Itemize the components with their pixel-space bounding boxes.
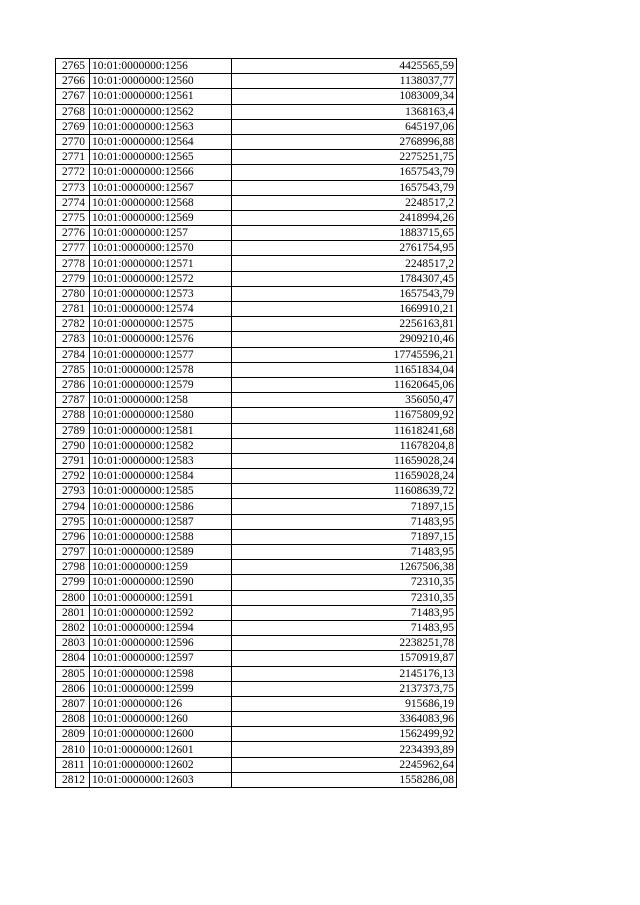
value-cell: 1669910,21 bbox=[232, 302, 457, 317]
row-number-cell: 2791 bbox=[56, 453, 90, 468]
row-number-cell: 2773 bbox=[56, 180, 90, 195]
cadastral-number-cell: 10:01:0000000:12588 bbox=[90, 529, 232, 544]
table-row bbox=[56, 210, 457, 225]
cadastral-number-cell: 10:01:0000000:12574 bbox=[90, 302, 232, 317]
row-number-cell: 2772 bbox=[56, 165, 90, 180]
cadastral-number-cell: 10:01:0000000:12572 bbox=[90, 271, 232, 286]
value-cell: 11608639,72 bbox=[232, 484, 457, 499]
cadastral-number-cell: 10:01:0000000:12570 bbox=[90, 241, 232, 256]
value-cell: 2248517,2 bbox=[232, 195, 457, 210]
cadastral-number-cell: 10:01:0000000:12578 bbox=[90, 362, 232, 377]
row-number-cell: 2770 bbox=[56, 134, 90, 149]
table-row bbox=[56, 484, 457, 499]
value-cell: 17745596,21 bbox=[232, 347, 457, 362]
table-row bbox=[56, 620, 457, 635]
cadastral-number-cell: 10:01:0000000:12565 bbox=[90, 150, 232, 165]
cadastral-number-cell: 10:01:0000000:12589 bbox=[90, 545, 232, 560]
row-number-cell: 2788 bbox=[56, 408, 90, 423]
cadastral-number-cell: 10:01:0000000:12562 bbox=[90, 104, 232, 119]
row-number-cell: 2775 bbox=[56, 210, 90, 225]
cadastral-number-cell: 10:01:0000000:12577 bbox=[90, 347, 232, 362]
cadastral-number-cell: 10:01:0000000:12567 bbox=[90, 180, 232, 195]
value-cell: 11620645,06 bbox=[232, 377, 457, 392]
table-row bbox=[56, 666, 457, 681]
value-cell: 1267506,38 bbox=[232, 560, 457, 575]
table-row bbox=[56, 438, 457, 453]
cadastral-number-cell: 10:01:0000000:12596 bbox=[90, 636, 232, 651]
value-cell: 2418994,26 bbox=[232, 210, 457, 225]
cadastral-number-cell: 10:01:0000000:1260 bbox=[90, 712, 232, 727]
table-row bbox=[56, 347, 457, 362]
cadastral-number-cell: 10:01:0000000:12560 bbox=[90, 74, 232, 89]
table-row bbox=[56, 362, 457, 377]
row-number-cell: 2792 bbox=[56, 469, 90, 484]
table-row bbox=[56, 727, 457, 742]
row-number-cell: 2797 bbox=[56, 545, 90, 560]
cadastral-number-cell: 10:01:0000000:12571 bbox=[90, 256, 232, 271]
table-row bbox=[56, 712, 457, 727]
value-cell: 72310,35 bbox=[232, 575, 457, 590]
value-cell: 11659028,24 bbox=[232, 453, 457, 468]
row-number-cell: 2802 bbox=[56, 620, 90, 635]
value-cell: 2248517,2 bbox=[232, 256, 457, 271]
table-row bbox=[56, 499, 457, 514]
cadastral-number-cell: 10:01:0000000:12585 bbox=[90, 484, 232, 499]
value-cell: 71897,15 bbox=[232, 499, 457, 514]
row-number-cell: 2769 bbox=[56, 119, 90, 134]
table-row bbox=[56, 119, 457, 134]
row-number-cell: 2780 bbox=[56, 286, 90, 301]
value-cell: 356050,47 bbox=[232, 393, 457, 408]
table-row bbox=[56, 195, 457, 210]
value-cell: 72310,35 bbox=[232, 590, 457, 605]
row-number-cell: 2790 bbox=[56, 438, 90, 453]
value-cell: 1368163,4 bbox=[232, 104, 457, 119]
row-number-cell: 2783 bbox=[56, 332, 90, 347]
cadastral-number-cell: 10:01:0000000:12603 bbox=[90, 772, 232, 787]
table-row bbox=[56, 651, 457, 666]
table-row bbox=[56, 286, 457, 301]
table-row bbox=[56, 89, 457, 104]
cadastral-number-cell: 10:01:0000000:12591 bbox=[90, 590, 232, 605]
row-number-cell: 2765 bbox=[56, 59, 90, 74]
value-cell: 1558286,08 bbox=[232, 772, 457, 787]
table-row bbox=[56, 241, 457, 256]
table-row bbox=[56, 514, 457, 529]
row-number-cell: 2782 bbox=[56, 317, 90, 332]
row-number-cell: 2793 bbox=[56, 484, 90, 499]
table-row bbox=[56, 560, 457, 575]
row-number-cell: 2789 bbox=[56, 423, 90, 438]
cadastral-number-cell: 10:01:0000000:12586 bbox=[90, 499, 232, 514]
cadastral-number-cell: 10:01:0000000:12563 bbox=[90, 119, 232, 134]
value-cell: 1562499,92 bbox=[232, 727, 457, 742]
table-row bbox=[56, 59, 457, 74]
value-cell: 2768996,88 bbox=[232, 134, 457, 149]
table-row bbox=[56, 742, 457, 757]
row-number-cell: 2787 bbox=[56, 393, 90, 408]
cadastral-number-cell: 10:01:0000000:12564 bbox=[90, 134, 232, 149]
value-cell: 11651834,04 bbox=[232, 362, 457, 377]
value-cell: 11659028,24 bbox=[232, 469, 457, 484]
row-number-cell: 2796 bbox=[56, 529, 90, 544]
cadastral-number-cell: 10:01:0000000:12602 bbox=[90, 757, 232, 772]
table-row bbox=[56, 377, 457, 392]
row-number-cell: 2807 bbox=[56, 696, 90, 711]
table-row bbox=[56, 134, 457, 149]
value-cell: 645197,06 bbox=[232, 119, 457, 134]
row-number-cell: 2774 bbox=[56, 195, 90, 210]
data-table bbox=[55, 58, 457, 788]
value-cell: 2275251,75 bbox=[232, 150, 457, 165]
cadastral-number-cell: 10:01:0000000:12583 bbox=[90, 453, 232, 468]
value-cell: 4425565,59 bbox=[232, 59, 457, 74]
table-row bbox=[56, 332, 457, 347]
row-number-cell: 2809 bbox=[56, 727, 90, 742]
value-cell: 1784307,45 bbox=[232, 271, 457, 286]
table-row bbox=[56, 302, 457, 317]
row-number-cell: 2785 bbox=[56, 362, 90, 377]
value-cell: 1570919,87 bbox=[232, 651, 457, 666]
cadastral-number-cell: 10:01:0000000:12579 bbox=[90, 377, 232, 392]
cadastral-number-cell: 10:01:0000000:12575 bbox=[90, 317, 232, 332]
row-number-cell: 2805 bbox=[56, 666, 90, 681]
table-row bbox=[56, 469, 457, 484]
table-row bbox=[56, 408, 457, 423]
cadastral-number-cell: 10:01:0000000:12566 bbox=[90, 165, 232, 180]
table-row bbox=[56, 423, 457, 438]
table-row bbox=[56, 590, 457, 605]
row-number-cell: 2801 bbox=[56, 605, 90, 620]
table-body bbox=[56, 59, 457, 788]
cadastral-number-cell: 10:01:0000000:1258 bbox=[90, 393, 232, 408]
value-cell: 71483,95 bbox=[232, 620, 457, 635]
row-number-cell: 2799 bbox=[56, 575, 90, 590]
table-row bbox=[56, 529, 457, 544]
value-cell: 1883715,65 bbox=[232, 226, 457, 241]
value-cell: 915686,19 bbox=[232, 696, 457, 711]
row-number-cell: 2795 bbox=[56, 514, 90, 529]
table-row bbox=[56, 226, 457, 241]
cadastral-number-cell: 10:01:0000000:1257 bbox=[90, 226, 232, 241]
row-number-cell: 2786 bbox=[56, 377, 90, 392]
value-cell: 1138037,77 bbox=[232, 74, 457, 89]
table-row bbox=[56, 696, 457, 711]
table-row bbox=[56, 393, 457, 408]
cadastral-number-cell: 10:01:0000000:12592 bbox=[90, 605, 232, 620]
table-row bbox=[56, 180, 457, 195]
cadastral-number-cell: 10:01:0000000:12582 bbox=[90, 438, 232, 453]
table-row bbox=[56, 605, 457, 620]
cadastral-number-cell: 10:01:0000000:12584 bbox=[90, 469, 232, 484]
table-row bbox=[56, 317, 457, 332]
cadastral-number-cell: 10:01:0000000:1256 bbox=[90, 59, 232, 74]
value-cell: 71483,95 bbox=[232, 514, 457, 529]
cadastral-number-cell: 10:01:0000000:12597 bbox=[90, 651, 232, 666]
table-row bbox=[56, 772, 457, 787]
row-number-cell: 2803 bbox=[56, 636, 90, 651]
table-row bbox=[56, 453, 457, 468]
cadastral-number-cell: 10:01:0000000:12581 bbox=[90, 423, 232, 438]
cadastral-number-cell: 10:01:0000000:12576 bbox=[90, 332, 232, 347]
row-number-cell: 2779 bbox=[56, 271, 90, 286]
value-cell: 3364083,96 bbox=[232, 712, 457, 727]
table-row bbox=[56, 636, 457, 651]
value-cell: 2238251,78 bbox=[232, 636, 457, 651]
row-number-cell: 2804 bbox=[56, 651, 90, 666]
value-cell: 71897,15 bbox=[232, 529, 457, 544]
row-number-cell: 2808 bbox=[56, 712, 90, 727]
cadastral-number-cell: 10:01:0000000:12598 bbox=[90, 666, 232, 681]
row-number-cell: 2767 bbox=[56, 89, 90, 104]
table-row bbox=[56, 74, 457, 89]
row-number-cell: 2784 bbox=[56, 347, 90, 362]
row-number-cell: 2811 bbox=[56, 757, 90, 772]
value-cell: 1657543,79 bbox=[232, 165, 457, 180]
cadastral-number-cell: 10:01:0000000:12599 bbox=[90, 681, 232, 696]
table-row bbox=[56, 271, 457, 286]
value-cell: 11618241,68 bbox=[232, 423, 457, 438]
row-number-cell: 2766 bbox=[56, 74, 90, 89]
table-row bbox=[56, 165, 457, 180]
row-number-cell: 2798 bbox=[56, 560, 90, 575]
cadastral-number-cell: 10:01:0000000:12600 bbox=[90, 727, 232, 742]
cadastral-number-cell: 10:01:0000000:12601 bbox=[90, 742, 232, 757]
table-row bbox=[56, 575, 457, 590]
table-row bbox=[56, 104, 457, 119]
row-number-cell: 2806 bbox=[56, 681, 90, 696]
row-number-cell: 2776 bbox=[56, 226, 90, 241]
row-number-cell: 2781 bbox=[56, 302, 90, 317]
value-cell: 1083009,34 bbox=[232, 89, 457, 104]
cadastral-number-cell: 10:01:0000000:126 bbox=[90, 696, 232, 711]
cadastral-number-cell: 10:01:0000000:12569 bbox=[90, 210, 232, 225]
table-row bbox=[56, 757, 457, 772]
row-number-cell: 2812 bbox=[56, 772, 90, 787]
table-row bbox=[56, 545, 457, 560]
cadastral-number-cell: 10:01:0000000:1259 bbox=[90, 560, 232, 575]
value-cell: 2761754,95 bbox=[232, 241, 457, 256]
value-cell: 2234393,89 bbox=[232, 742, 457, 757]
cadastral-number-cell: 10:01:0000000:12573 bbox=[90, 286, 232, 301]
row-number-cell: 2777 bbox=[56, 241, 90, 256]
value-cell: 2245962,64 bbox=[232, 757, 457, 772]
value-cell: 71483,95 bbox=[232, 605, 457, 620]
value-cell: 71483,95 bbox=[232, 545, 457, 560]
row-number-cell: 2771 bbox=[56, 150, 90, 165]
row-number-cell: 2778 bbox=[56, 256, 90, 271]
row-number-cell: 2800 bbox=[56, 590, 90, 605]
value-cell: 2256163,81 bbox=[232, 317, 457, 332]
table-row bbox=[56, 256, 457, 271]
value-cell: 11675809,92 bbox=[232, 408, 457, 423]
cadastral-number-cell: 10:01:0000000:12568 bbox=[90, 195, 232, 210]
value-cell: 1657543,79 bbox=[232, 286, 457, 301]
table-row bbox=[56, 681, 457, 696]
row-number-cell: 2768 bbox=[56, 104, 90, 119]
cadastral-number-cell: 10:01:0000000:12590 bbox=[90, 575, 232, 590]
cadastral-number-cell: 10:01:0000000:12561 bbox=[90, 89, 232, 104]
value-cell: 2145176,13 bbox=[232, 666, 457, 681]
cadastral-number-cell: 10:01:0000000:12580 bbox=[90, 408, 232, 423]
value-cell: 11678204,8 bbox=[232, 438, 457, 453]
cadastral-number-cell: 10:01:0000000:12594 bbox=[90, 620, 232, 635]
value-cell: 2137373,75 bbox=[232, 681, 457, 696]
row-number-cell: 2810 bbox=[56, 742, 90, 757]
cadastral-number-cell: 10:01:0000000:12587 bbox=[90, 514, 232, 529]
table-row bbox=[56, 150, 457, 165]
value-cell: 1657543,79 bbox=[232, 180, 457, 195]
value-cell: 2909210,46 bbox=[232, 332, 457, 347]
row-number-cell: 2794 bbox=[56, 499, 90, 514]
